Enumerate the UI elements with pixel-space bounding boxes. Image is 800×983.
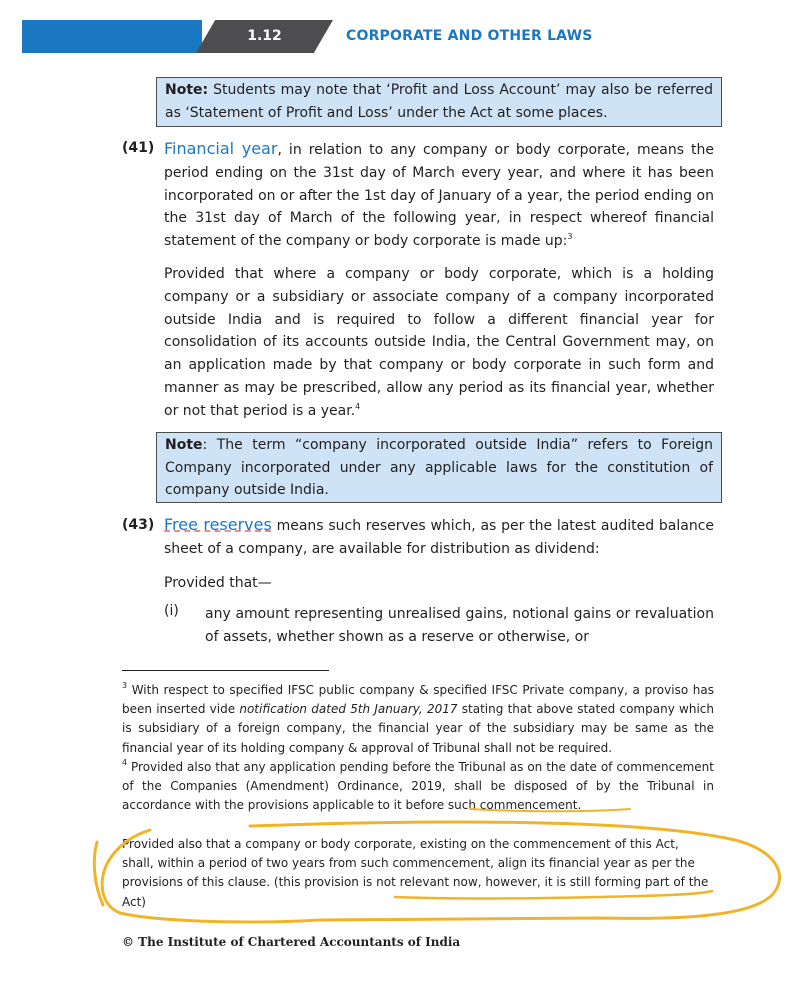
footnote-divider (122, 670, 329, 671)
proviso-text: Provided that where a company or body corporate, which is a holding company or a subsidiary or associate company of a company incorporated outside India and is required to follow a different financial year for consolidation of its accounts outside India, the Central Government may, on an application made by that company or body corporate in such form and manner as may be prescribed, allow any period as its financial year, whether or not that period is a year. (164, 266, 714, 419)
footnote-3 (122, 681, 714, 758)
clause-number-43: (43) (122, 517, 155, 533)
copyright-footer: © The Institute of Chartered Accountants of India (122, 935, 461, 949)
footnote-mark-3: 3 (122, 681, 128, 690)
note-box-profit-loss (156, 77, 722, 127)
term-free-reserves[interactable]: Free reserves (164, 515, 272, 534)
footnote-3-text-b: stating that above stated company which is subsidiary of a foreign company, the financial year of the subsidiary may be same as the financial year of its holding company & approval of Tribunal shall not be required. (122, 702, 714, 755)
note-box-foreign-company (156, 432, 722, 503)
note-label: Note (165, 437, 203, 453)
clause-41-proviso (164, 263, 714, 423)
header-blue-bar (22, 20, 202, 53)
footnote-4-text: Provided also that any application pending before the Tribunal as on the date of commencement of the Companies (Amendment) Ordinance, 2019, shall be disposed of by the Tribunal in accordance with the provisions applicable to it before such commencement. (122, 760, 714, 813)
note-text: Students may note that ‘Profit and Loss Account’ may also be referred as ‘Statement of Profit and Loss’ under the Act at some places. (165, 82, 713, 121)
footnote-ref-4[interactable]: 4 (355, 401, 361, 411)
highlight-tick (94, 842, 103, 905)
footnote-3-text: With respect to specified IFSC public company & specified IFSC Private company, a proviso has been inserted vide (122, 683, 714, 717)
note-text: : The term “company incorporated outside India” refers to Foreign Company incorporated under any applicable laws for the constitution of company outside India. (165, 437, 713, 498)
clause-number-41: (41) (122, 140, 155, 156)
footnote-ref-3[interactable]: 3 (567, 232, 573, 242)
clause-43-proviso-intro: Provided that— (164, 575, 272, 591)
term-financial-year[interactable]: Financial year (164, 139, 278, 158)
clause-43-definition (164, 514, 714, 561)
clause-41-text: , in relation to any company or body corporate, means the period ending on the 31st day of March every year, and where it has been incorporated on or after the 1st day of January of a year, the period ending on the 31st day of March of the following year, in respect whereof financial statement of the company or body corporate is made up: (164, 142, 715, 250)
footnote-3-italic: notification dated 5th January, 2017 (239, 702, 458, 717)
chapter-title: CORPORATE AND OTHER LAWS (346, 28, 593, 44)
sub-clause-number-i: (i) (164, 603, 179, 619)
footnote-4-additional-proviso: Provided also that a company or body corporate, existing on the commencement of this Act, shall, within a period of two years from such commencement, align its financial year as per the provisions of this clause. (this provision is not relevant now, however, it is still forming part of the Act) (122, 837, 709, 909)
footnote-4 (122, 758, 714, 816)
sub-clause-i-text: any amount representing unrealised gains, notional gains or revaluation of assets, whether shown as a reserve or otherwise, or (205, 606, 714, 645)
page-number: 1.12 (247, 28, 282, 44)
clause-43-text: means such reserves which, as per the latest audited balance sheet of a company, are available for distribution as dividend: (164, 518, 715, 557)
clause-41-definition (164, 138, 714, 253)
note-label: Note: (165, 82, 209, 98)
footnote-mark-4: 4 (122, 758, 128, 767)
